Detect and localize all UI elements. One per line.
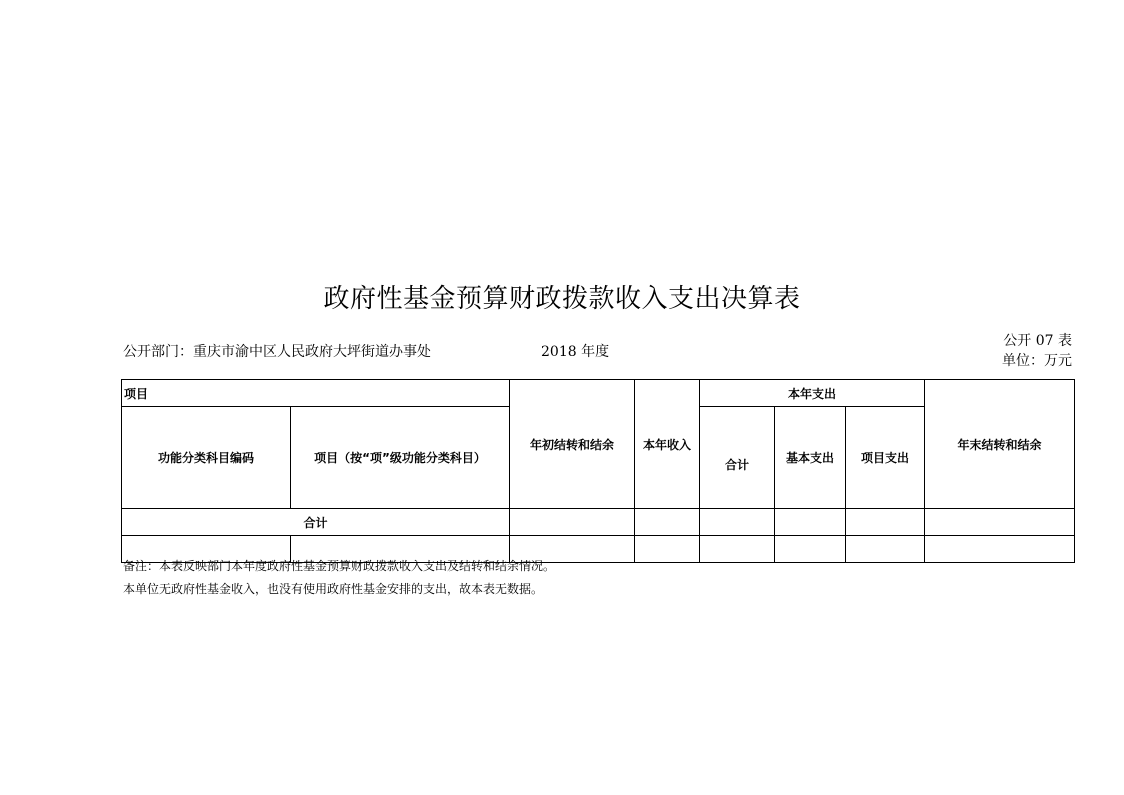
fiscal-year-label: 2018 年度 bbox=[541, 344, 610, 360]
total-end-balance bbox=[925, 509, 1075, 536]
page-title: 政府性基金预算财政拨款收入支出决算表 bbox=[323, 284, 801, 314]
row-project-expense bbox=[846, 536, 925, 563]
header-basic-expense: 基本支出 bbox=[775, 407, 846, 509]
header-end-balance: 年末结转和结余 bbox=[925, 380, 1075, 509]
row-end-balance bbox=[925, 536, 1075, 563]
note-no-data: 本单位无政府性基金收入，也没有使用政府性基金安排的支出，故本表无数据。 bbox=[123, 582, 544, 596]
row-current-income bbox=[635, 536, 700, 563]
row-basic-expense bbox=[775, 536, 846, 563]
header-begin-balance: 年初结转和结余 bbox=[510, 380, 635, 509]
table-meta bbox=[1002, 331, 1072, 371]
total-begin-balance bbox=[510, 509, 635, 536]
header-project-expense: 项目支出 bbox=[846, 407, 925, 509]
department-label: 公开部门：重庆市渝中区人民政府大坪街道办事处 bbox=[123, 344, 431, 360]
header-current-expense: 本年支出 bbox=[700, 380, 925, 407]
note-remark: 备注：本表反映部门本年度政府性基金预算财政拨款收入支出及结转和结余情况。 bbox=[123, 559, 556, 573]
unit-label: 单位：万元 bbox=[1002, 353, 1072, 369]
header-expense-total: 合计 bbox=[700, 407, 775, 509]
header-row-1 bbox=[122, 380, 1075, 407]
total-row bbox=[122, 509, 1075, 536]
header-item-by-func: 项目（按“项”级功能分类科目） bbox=[291, 407, 510, 509]
total-expense-total bbox=[700, 509, 775, 536]
row-expense-total bbox=[700, 536, 775, 563]
total-project-expense bbox=[846, 509, 925, 536]
total-current-income bbox=[635, 509, 700, 536]
notes bbox=[123, 555, 555, 601]
header-project: 项目 bbox=[122, 380, 510, 407]
budget-table bbox=[121, 379, 1075, 563]
header-current-income: 本年收入 bbox=[635, 380, 700, 509]
table-number: 公开 07 表 bbox=[1003, 333, 1072, 349]
total-basic-expense bbox=[775, 509, 846, 536]
header-func-code: 功能分类科目编码 bbox=[122, 407, 291, 509]
total-row-label: 合计 bbox=[122, 509, 510, 536]
